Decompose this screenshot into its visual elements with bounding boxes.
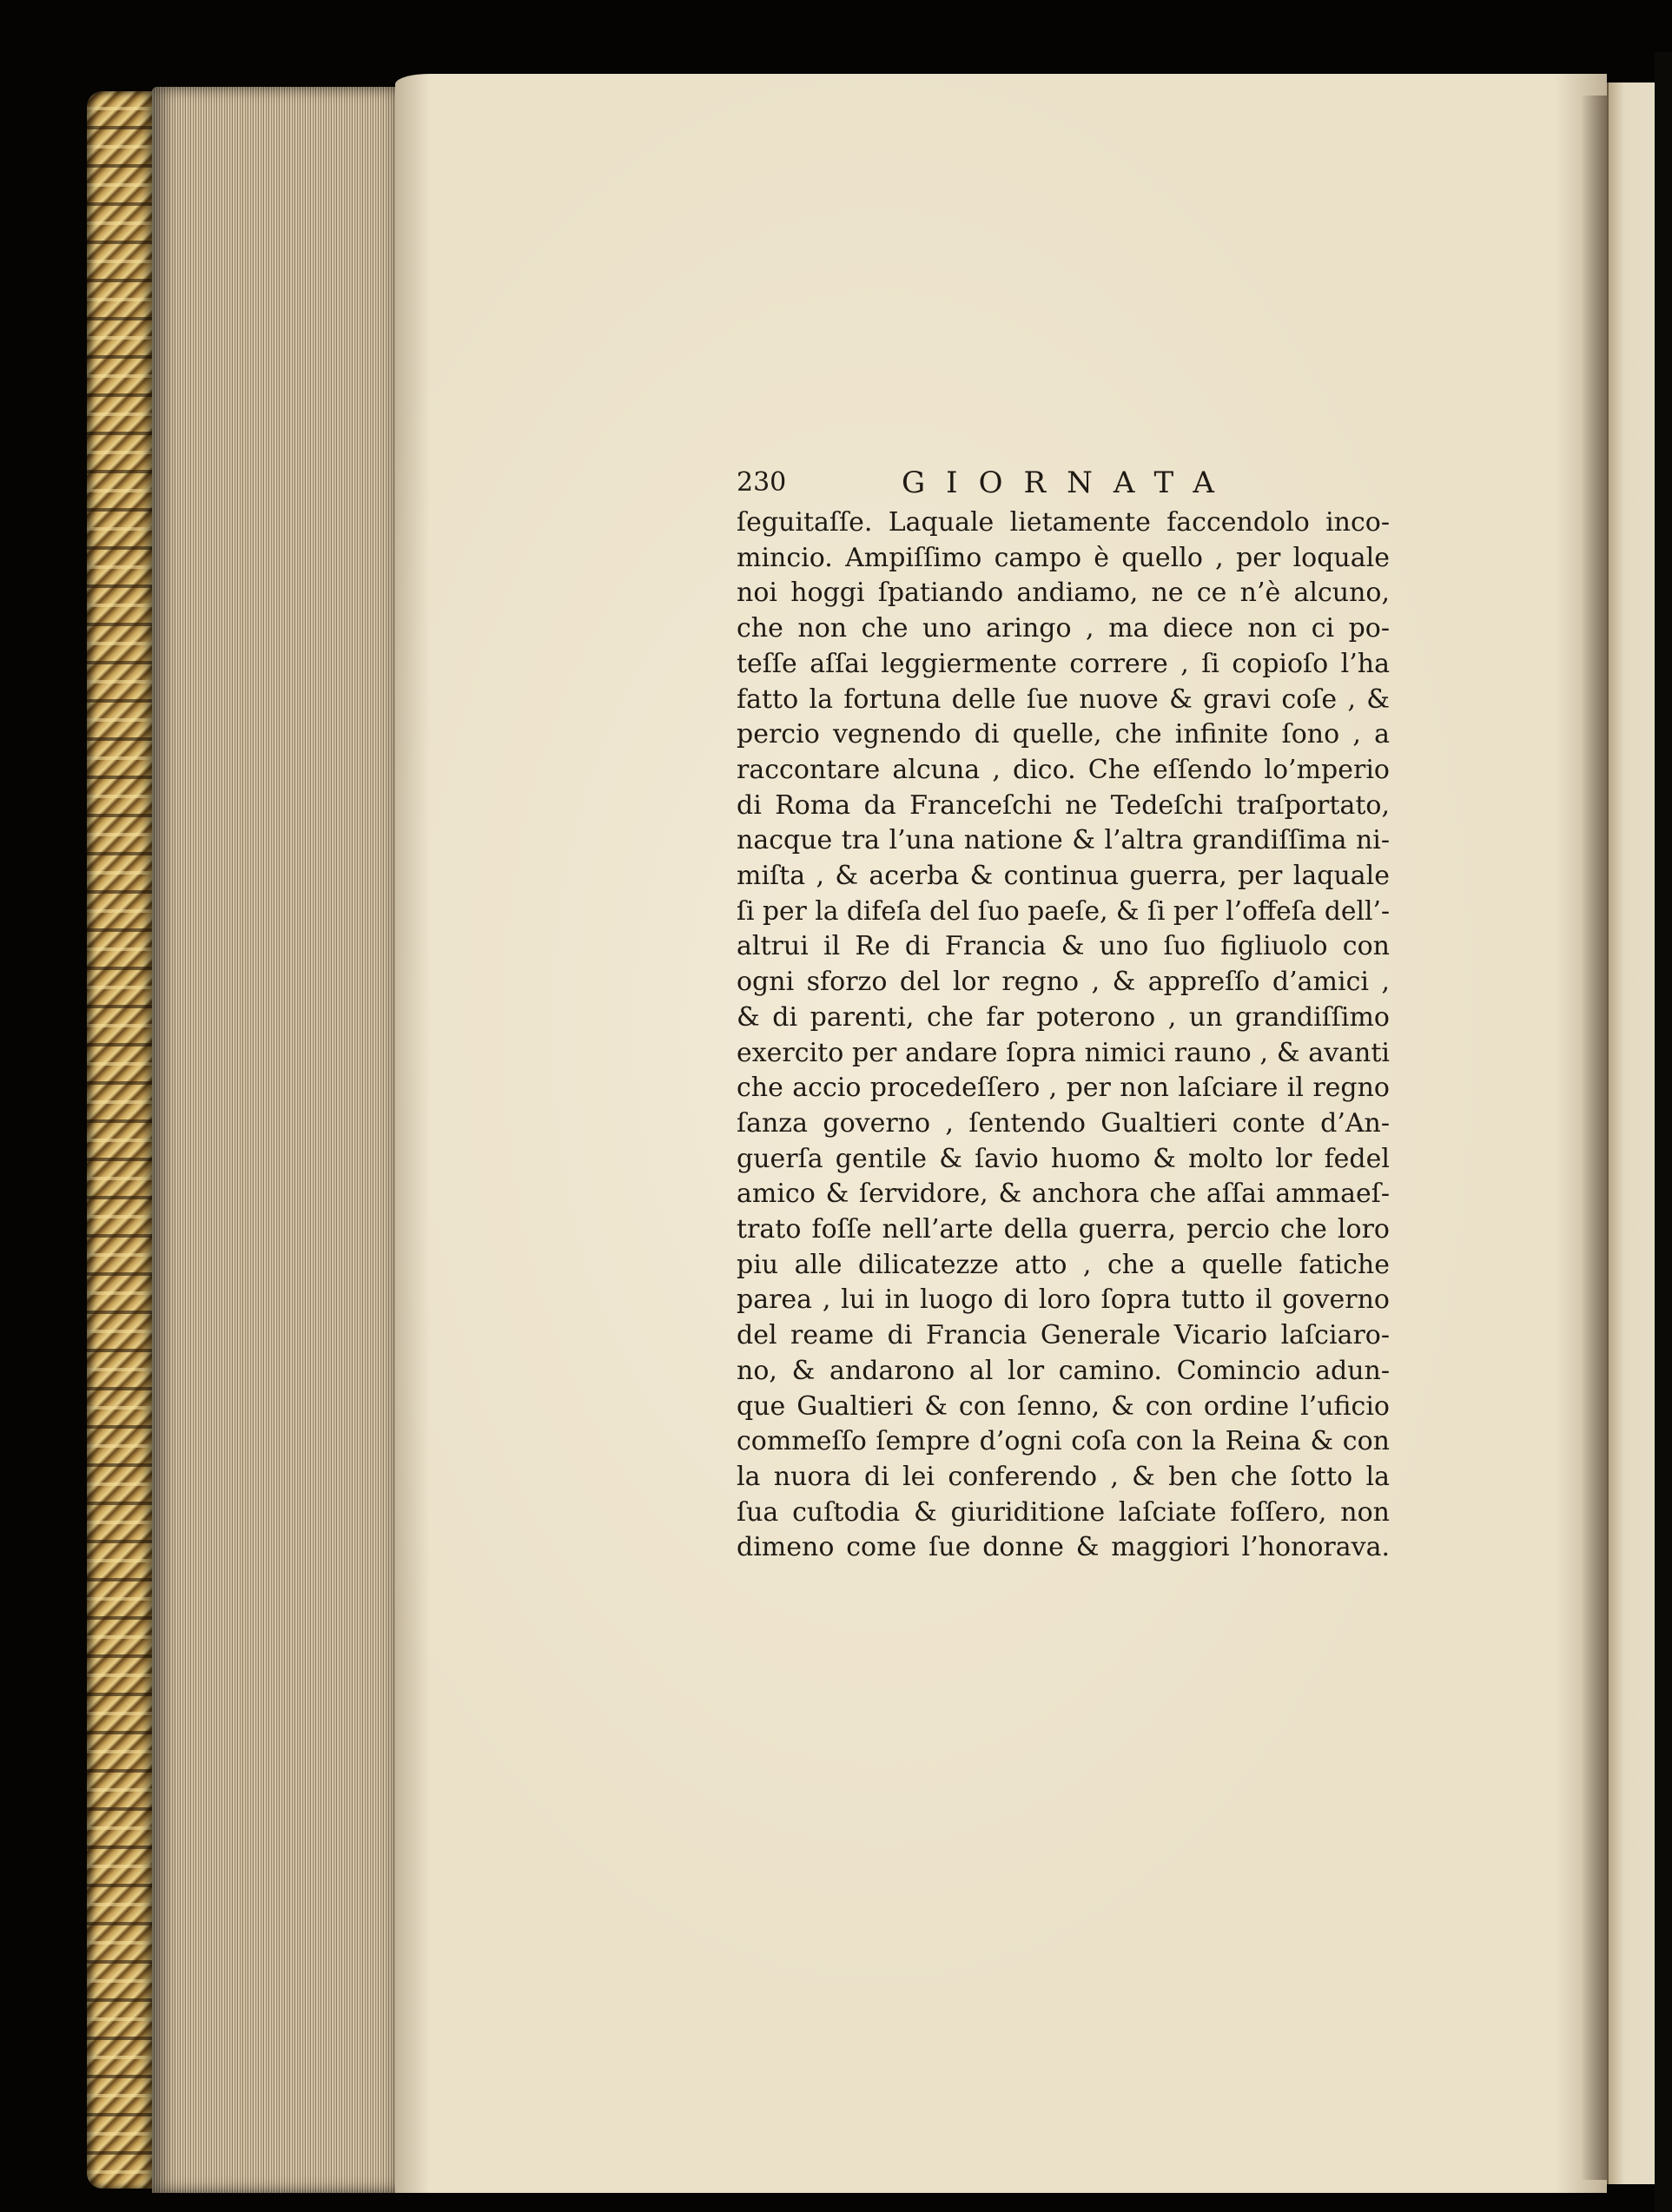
text-block (737, 460, 1390, 1566)
background-edge (1655, 52, 1672, 2212)
text-line: miſta , & acerba & continua guerra, per laquale (737, 861, 1390, 892)
text-line: ſanza governo , ſentendo Gualtieri conte d’An- (737, 1107, 1390, 1139)
text-line: amico & ſervidore, & anchora che aſſai ammaeſ- (737, 1179, 1390, 1210)
text-line: dimeno come ſue donne & maggiori l’honorava. (737, 1532, 1390, 1563)
text-line: exercito per andare ſopra nimici rauno , & avanti (737, 1037, 1390, 1068)
text-line: la nuora di lei conferendo , & ben che ſotto la (737, 1461, 1390, 1492)
text-line: mincio. Ampiſſimo campo è quello , per loquale (737, 542, 1390, 573)
text-line: commeſſo ſempre d’ogni coſa con la Reina & con (737, 1426, 1390, 1457)
page-number: 230 (737, 467, 787, 498)
page-edges-stack (152, 87, 400, 2193)
running-head (737, 460, 1390, 505)
gutter-shadow (1581, 96, 1607, 2180)
text-line: & di parenti, che far poterono , un grandiſſimo (737, 1001, 1390, 1033)
text-line: nacque tra l’una natione & l’altra grandiſſima ni- (737, 825, 1390, 856)
text-line: raccontare alcuna , dico. Che eſſendo lo’mperio (737, 754, 1390, 785)
text-line: guerſa gentile & ſavio huomo & molto lor fedel (737, 1143, 1390, 1174)
text-line: parea , lui in luogo di loro ſopra tutto il governo (737, 1284, 1390, 1316)
running-head-title: GIORNATA (902, 466, 1235, 500)
text-line: percio vegnendo di quelle, che infinite ſono , a (737, 719, 1390, 750)
text-line: di Roma da Franceſchi ne Tedeſchi traſportato, (737, 789, 1390, 821)
text-line: trato foſſe nell’arte della guerra, percio che loro (737, 1214, 1390, 1245)
text-line: ſeguitaſſe. Laquale lietamente faccendolo inco- (737, 507, 1390, 538)
text-line: que Gualtieri & con ſenno, & con ordine l’uficio (737, 1390, 1390, 1422)
text-line: no, & andarono al lor camino. Comincio adun- (737, 1355, 1390, 1386)
text-line: altrui il Re di Francia & uno ſuo figliuolo con (737, 931, 1390, 962)
gilt-fore-edge (87, 91, 152, 2189)
text-line: ſi per la difeſa del ſuo paeſe, & ſi per l’offeſa dell’- (737, 895, 1390, 927)
text-line: che accio procedeſſero , per non laſciare il regno (737, 1073, 1390, 1104)
text-line: fatto la fortuna delle ſue nuove & gravi coſe , & (737, 683, 1390, 715)
text-line: ogni sforzo del lor regno , & appreſſo d’amici , (737, 967, 1390, 998)
text-line: che non che uno aringo , ma diece non ci po- (737, 613, 1390, 644)
text-line: piu alle dilicatezze atto , che a quelle fatiche (737, 1249, 1390, 1280)
body-text (737, 505, 1390, 1566)
text-line: del reame di Francia Generale Vicario laſciaro- (737, 1320, 1390, 1351)
text-line: noi hoggi ſpatiando andiamo, ne ce n’è alcuno, (737, 578, 1390, 609)
text-line: teſſe aſſai leggiermente correre , ſi copioſo l’ha (737, 648, 1390, 679)
text-line: ſua cuſtodia & giuriditione laſciate foſſero, non (737, 1496, 1390, 1528)
